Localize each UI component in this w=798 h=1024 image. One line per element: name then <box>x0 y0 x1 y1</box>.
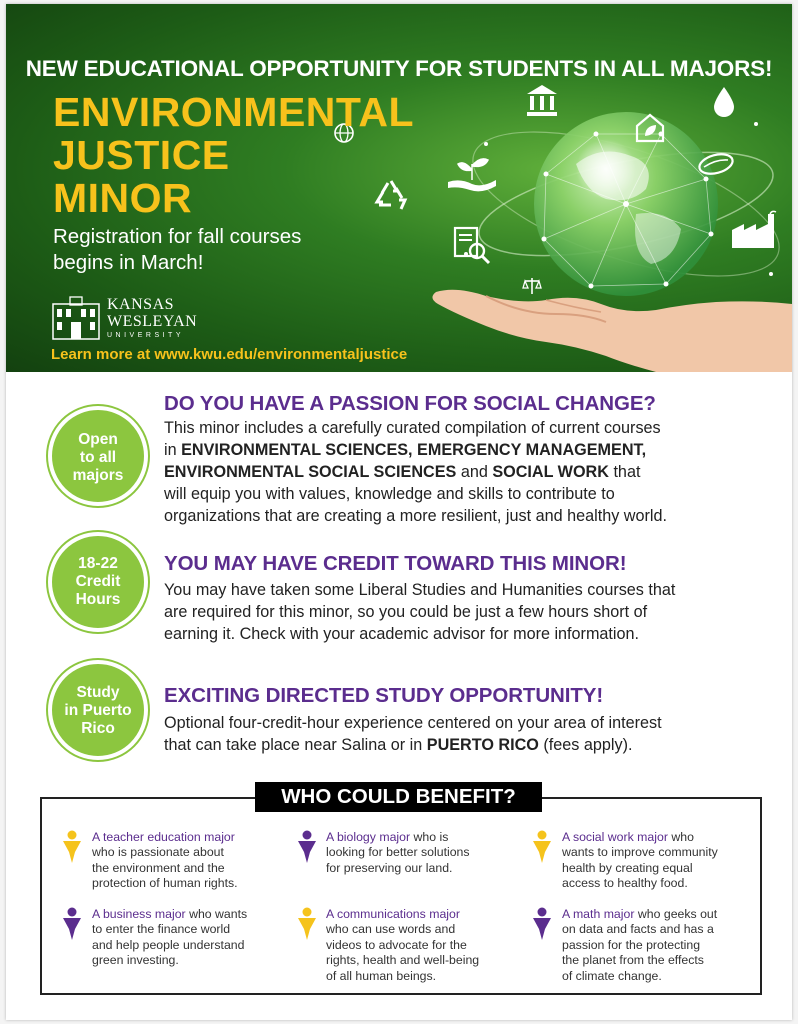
benefit-item-social-work <box>562 830 694 846</box>
leaf-icon <box>696 149 736 179</box>
scale-icon <box>522 276 542 296</box>
person-icon <box>62 830 82 864</box>
section-title: DO YOU HAVE A PASSION FOR SOCIAL CHANGE? <box>164 392 656 415</box>
benefit-title: WHO COULD BENEFIT? <box>255 782 542 812</box>
house-leaf-icon <box>634 112 666 144</box>
learn-more-link[interactable]: Learn more at www.kwu.edu/environmentaljustice <box>51 346 408 363</box>
benefit-line: passion for the protecting <box>562 938 701 952</box>
benefit-line: green investing. <box>92 953 179 967</box>
benefit-line: who is passionate about <box>92 845 224 859</box>
recycle-icon <box>374 178 408 212</box>
benefit-item-teacher <box>92 830 235 846</box>
benefit-line: videos to advocate for the <box>326 938 467 952</box>
emphasis: PUERTO RICO <box>426 736 539 754</box>
benefit-item-math <box>562 907 717 923</box>
section-text: You may have taken some Liberal Studies and Humanities courses that <box>164 581 676 599</box>
hero-kicker: NEW EDUCATIONAL OPPORTUNITY FOR STUDENTS IN ALL MAJORS! <box>25 56 773 81</box>
benefit-text: who wants <box>189 907 248 921</box>
badge-study-puerto-rico <box>48 660 148 760</box>
badge-line: Rico <box>81 720 115 737</box>
section-text: Optional four-credit-hour experience centered on your area of interest <box>164 714 662 732</box>
plant-hand-icon <box>446 154 498 194</box>
section-text-line <box>164 441 646 460</box>
section-title: EXCITING DIRECTED STUDY OPPORTUNITY! <box>164 684 604 707</box>
benefit-line: the planet from the effects <box>562 953 704 967</box>
text: that <box>613 463 641 481</box>
factory-icon <box>730 210 780 250</box>
benefit-line: of all human beings. <box>326 969 437 983</box>
benefit-text: who <box>671 830 694 844</box>
section-text: will equip you with values, knowledge and skills to contribute to <box>164 485 615 503</box>
emphasis: SOCIAL WORK <box>492 463 609 481</box>
benefit-line: access to healthy food. <box>562 876 688 890</box>
section-text: are required for this minor, so you could be just a few hours short of <box>164 603 648 621</box>
document-search-icon <box>452 226 492 266</box>
badge-line: in Puerto <box>64 702 132 719</box>
benefit-highlight: A biology major <box>326 830 411 844</box>
person-icon <box>62 907 82 941</box>
benefit-item-communications <box>326 907 460 923</box>
hero-subtitle-line: Registration for fall courses <box>53 225 302 248</box>
logo-text: KANSAS <box>107 296 175 313</box>
benefit-line: wants to improve community <box>562 845 718 859</box>
university-logo <box>52 296 202 340</box>
person-icon <box>532 830 552 864</box>
benefit-line: of climate change. <box>562 969 662 983</box>
section-title: YOU MAY HAVE CREDIT TOWARD THIS MINOR! <box>164 552 627 575</box>
benefit-line: on data and facts and has a <box>562 922 714 936</box>
hero-title-line: JUSTICE <box>53 132 230 178</box>
text: that can take place near Salina or in <box>164 736 423 754</box>
text: and <box>460 463 488 481</box>
water-drop-icon <box>713 86 735 118</box>
badge-line: Open <box>78 431 118 448</box>
badge-credit-hours <box>48 532 148 632</box>
benefit-line: the environment and the <box>92 861 225 875</box>
badge-open-to-all <box>48 406 148 506</box>
hero-title-line: ENVIRONMENTAL <box>53 89 415 135</box>
benefit-line: for preserving our land. <box>326 861 453 875</box>
benefit-item-business <box>92 907 247 923</box>
benefit-line: to enter the finance world <box>92 922 231 936</box>
hero-subtitle-line: begins in March! <box>53 251 204 274</box>
section-text-line <box>164 736 632 755</box>
text: in <box>164 441 177 459</box>
section-text: organizations that are creating a more resilient, just and healthy world. <box>164 507 667 525</box>
logo-text: UNIVERSITY <box>107 332 185 339</box>
benefit-line: looking for better solutions <box>326 845 470 859</box>
benefit-line: rights, health and well-being <box>326 953 480 967</box>
benefit-text: who geeks out <box>637 907 718 921</box>
flyer-page <box>6 4 792 1020</box>
benefit-highlight: A business major <box>92 907 186 921</box>
benefit-highlight: A social work major <box>562 830 668 844</box>
benefit-item-biology <box>326 830 448 846</box>
benefit-line: who can use words and <box>326 922 456 936</box>
emphasis: ENVIRONMENTAL SCIENCES, EMERGENCY MANAGEMENT, <box>181 441 647 459</box>
hero-banner <box>6 4 792 372</box>
logo-text: WESLEYAN <box>107 313 198 330</box>
section-text-line <box>164 463 640 482</box>
badge-line: to all <box>79 449 117 466</box>
badge-line: Credit <box>75 573 121 590</box>
benefit-text: who is <box>413 830 449 844</box>
person-icon <box>532 907 552 941</box>
benefit-line: protection of human rights. <box>92 876 238 890</box>
badge-line: Hours <box>75 591 121 608</box>
badge-line: Study <box>76 684 120 701</box>
benefit-highlight: A communications major <box>326 907 460 921</box>
text: (fees apply). <box>543 736 633 754</box>
section-text: earning it. Check with your academic advisor for more information. <box>164 625 640 643</box>
section-text: This minor includes a carefully curated compilation of current courses <box>164 419 661 437</box>
benefit-highlight: A teacher education major <box>92 830 235 844</box>
hero-title-line: MINOR <box>53 175 193 221</box>
bank-icon <box>524 82 560 118</box>
benefit-highlight: A math major <box>562 907 635 921</box>
hand-icon <box>432 290 792 372</box>
badge-line: majors <box>72 467 124 484</box>
benefit-line: health by creating equal <box>562 861 693 875</box>
building-icon <box>52 296 100 340</box>
badge-line: 18-22 <box>78 555 118 572</box>
person-icon <box>297 830 317 864</box>
person-icon <box>297 907 317 941</box>
emphasis: ENVIRONMENTAL SOCIAL SCIENCES <box>164 463 457 481</box>
benefit-line: and help people understand <box>92 938 245 952</box>
